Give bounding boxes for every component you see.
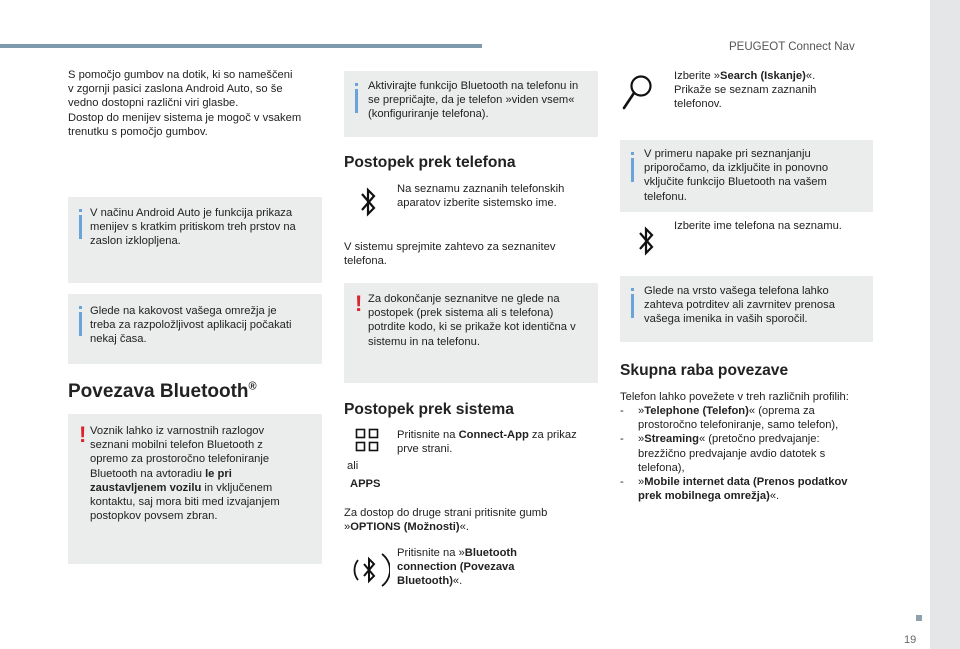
warning-icon: ! <box>79 422 87 447</box>
phone-step-text: Na seznamu zaznanih telefonskih aparatov izberite sistemsko ime. <box>397 183 565 210</box>
section-title-connection-sharing: Skupna raba povezave <box>620 362 789 379</box>
options-text: Za dostop do druge strani pritisnite gumb »OPTIONS (Možnosti)«. <box>344 507 548 534</box>
apps-grid-icon <box>355 428 379 452</box>
section-title-phone-procedure: Postopek prek telefona <box>344 154 516 171</box>
page-side-band <box>930 0 960 649</box>
select-phone-text: Izberite ime telefona na seznamu. <box>674 220 842 232</box>
page-dot-marker <box>916 615 922 621</box>
search-step-text: Izberite »Search (Iskanje)«. Prikaže se seznam zaznanih telefonov. <box>674 70 817 111</box>
info-icon <box>631 158 634 182</box>
list-item: - »Streaming« (pretočno predvajanje: <box>620 433 820 446</box>
apps-label: APPS <box>350 478 381 490</box>
profile-list: - »Telephone (Telefon)« (oprema za prostoročno telefoniranje, samo telefon), - »Streaming« (pretočno predvajanje: brezžično predvajanje avdio datotek s telefona), - »Mobile internet data (Prenos podatkov prek mobilnega omrežja)«. <box>620 405 848 503</box>
info-note-activate-bluetooth: Aktivirajte funkcijo Bluetooth na telefonu in se prepričajte, da je telefon »viden vsem« (konfiguriranje telefona). <box>344 71 598 137</box>
info-note-contacts-transfer: Glede na vrsto vašega telefona lahko zahteva potrditev ali zavrnitev prenosa vašega imenika in vaših sporočil. <box>620 276 873 342</box>
intro-paragraph: S pomočjo gumbov na dotik, ki so nameščeni v zgornji pasici zaslona Android Auto, so še vedno dostopni različni viri glasbe. Dostop do menijev sistema je mogoč v vsakem trenutku s pomočjo gumbov. <box>68 69 302 138</box>
info-note-pairing-error: V primeru napake pri seznanjanju priporočamo, da izključite in ponovno vključite funkcijo Bluetooth na vašem telefonu. <box>620 140 873 212</box>
section-title-system-procedure: Postopek prek sistema <box>344 401 514 418</box>
running-header-title: PEUGEOT Connect Nav <box>729 41 855 53</box>
sharing-intro-text: Telefon lahko povežete v treh različnih profilih: <box>620 391 849 403</box>
warning-note-confirm-code: ! Za dokončanje seznanitve ne glede na postopek (prek sistema ali s telefona) potrdite kodo, ki se prikaže kot identična v sistemu in na telefonu. <box>344 283 598 383</box>
or-label: ali <box>347 460 359 472</box>
bluetooth-icon <box>358 185 378 219</box>
system-step-text: Pritisnite na Connect-App za prikaz prve strani. <box>397 429 577 456</box>
header-rule <box>0 44 482 48</box>
info-icon <box>631 294 634 318</box>
list-item: - »Mobile internet data (Prenos podatkov <box>620 476 848 489</box>
info-note-android-auto: V načinu Android Auto je funkcija prikaza menijev s kratkim pritiskom treh prstov na zaslon izklopljena. <box>68 197 322 283</box>
info-icon <box>355 89 358 113</box>
info-icon <box>79 215 82 239</box>
info-icon <box>79 312 82 336</box>
warning-icon: ! <box>355 291 363 316</box>
bluetooth-connection-icon <box>350 550 390 590</box>
bluetooth-icon <box>636 224 656 258</box>
bluetooth-connection-step-text: Pritisnite na »Bluetooth connection (Povezava Bluetooth)«. <box>397 547 517 588</box>
warning-note-safety: ! Voznik lahko iz varnostnih razlogov seznani mobilni telefon Bluetooth z opremo za prostoročno telefoniranje Bluetooth na avtoradiu le pri zaustavljenem vozilu in vključenem kontaktu, saj mora biti med izvajanjem postopkov povsem zbran. <box>68 414 322 564</box>
section-title-bluetooth: Povezava Bluetooth® <box>68 380 257 402</box>
search-icon <box>620 72 654 112</box>
list-item: - »Telephone (Telefon)« (oprema za <box>620 405 815 417</box>
page-number: 19 <box>904 634 917 646</box>
info-note-network: Glede na kakovost vašega omrežja je treba za razpoložljivost aplikacij počakati nekaj časa. <box>68 294 322 364</box>
accept-request-text: V sistemu sprejmite zahtevo za seznanitev telefona. <box>344 241 556 268</box>
